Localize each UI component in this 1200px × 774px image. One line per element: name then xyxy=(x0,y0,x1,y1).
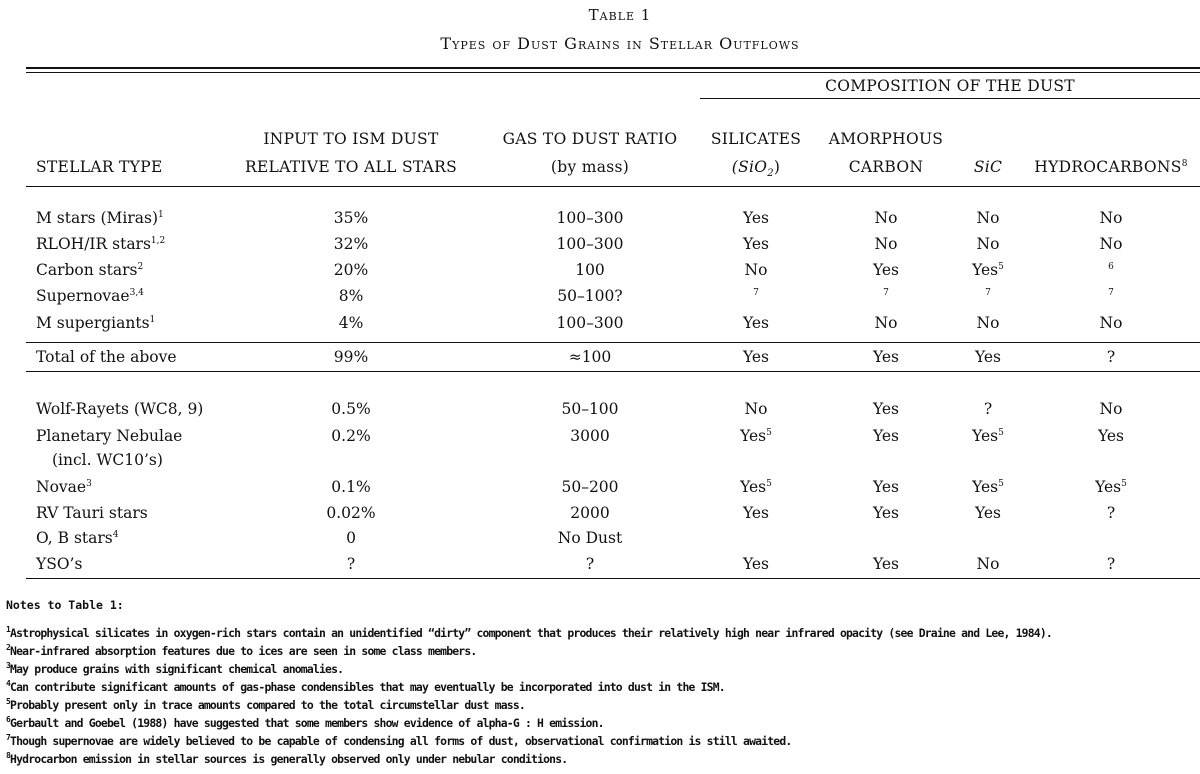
row-ratio-value: 50–200 xyxy=(561,478,619,496)
note-text: Can contribute significant amounts of gas-phase condensibles that may eventually be incorporated into dust in the ISM. xyxy=(10,680,725,694)
top-rule-2 xyxy=(26,72,1200,73)
row-sic xyxy=(958,555,1018,573)
row-hydrocarbons xyxy=(1022,504,1200,522)
row-stellar-type-value: Novae xyxy=(36,478,87,496)
row-sic xyxy=(958,235,1018,253)
row-stellar-type-line2: (incl. WC10’s) xyxy=(52,451,163,469)
row-stellar-type-value: YSO’s xyxy=(36,555,83,573)
row-silicates-note: 5 xyxy=(766,479,772,489)
row-carbon xyxy=(818,261,954,279)
row-silicates-value: Yes xyxy=(742,504,769,522)
row-carbon xyxy=(818,478,954,496)
row-input xyxy=(222,504,480,522)
row-ratio xyxy=(488,504,692,522)
note-number: 4 xyxy=(6,679,11,688)
note-item xyxy=(6,716,604,730)
table-title: Types of Dust Grains in Stellar Outflows xyxy=(440,34,800,53)
row-hydrocarbons xyxy=(1022,555,1200,573)
row-stellar-type-value: M stars (Miras) xyxy=(36,209,159,227)
row-stellar-type-note: 1 xyxy=(158,210,164,220)
row-input-value: 0 xyxy=(346,529,356,547)
row-carbon-value: No xyxy=(874,235,898,253)
row-sic xyxy=(958,314,1018,332)
row-stellar-type-value: Total of the above xyxy=(36,348,177,366)
silicates-formula-close: ) xyxy=(773,158,781,176)
row-hydrocarbons-note: 7 xyxy=(1108,288,1114,298)
row-carbon-value: No xyxy=(874,314,898,332)
row-input xyxy=(222,427,480,445)
row-carbon xyxy=(818,287,954,305)
row-ratio xyxy=(488,287,692,305)
row-sic-value: ? xyxy=(983,400,993,418)
row-hydrocarbons xyxy=(1022,348,1200,366)
row-silicates xyxy=(700,478,812,496)
header-silicates-line1: SILICATES xyxy=(710,130,802,148)
row-input xyxy=(222,400,480,418)
row-sic-note: 5 xyxy=(998,428,1004,438)
row-stellar-type xyxy=(36,427,226,445)
note-text: Near-infrared absorption features due to ices are seen in some class members. xyxy=(10,644,477,658)
row-carbon xyxy=(818,348,954,366)
note-text: Hydrocarbon emission in stellar sources is generally observed only under nebular conditions. xyxy=(10,752,568,766)
header-rule xyxy=(26,186,1200,187)
row-stellar-type-note: 3 xyxy=(86,479,92,489)
row-carbon xyxy=(818,314,954,332)
row-silicates xyxy=(700,427,812,445)
row-silicates xyxy=(700,504,812,522)
notes-title: Notes to Table 1: xyxy=(6,598,124,612)
row-ratio xyxy=(488,209,692,227)
row-hydrocarbons xyxy=(1022,427,1200,445)
row-ratio xyxy=(488,555,692,573)
row-stellar-type-value: O, B stars xyxy=(36,529,113,547)
header-hydrocarbons-label: HYDROCARBONS xyxy=(1034,158,1182,176)
row-stellar-type-value: Supernovae xyxy=(36,287,130,305)
row-sic xyxy=(958,478,1018,496)
row-silicates xyxy=(700,555,812,573)
row-sic-value: No xyxy=(976,555,1000,573)
row-input-value: 0.5% xyxy=(331,400,371,418)
row-stellar-type-value: M supergiants xyxy=(36,314,150,332)
row-input xyxy=(222,287,480,305)
row-ratio xyxy=(488,261,692,279)
row-hydrocarbons xyxy=(1022,261,1200,279)
row-sic-value: Yes xyxy=(972,478,999,496)
row-input xyxy=(222,555,480,573)
row-silicates-value: No xyxy=(744,261,768,279)
row-stellar-type xyxy=(36,209,226,227)
row-sic-value: No xyxy=(976,314,1000,332)
row-silicates xyxy=(700,287,812,305)
row-input-value: 99% xyxy=(333,348,369,366)
note-item xyxy=(6,662,343,676)
row-input-value: 0.2% xyxy=(331,427,371,445)
row-input xyxy=(222,235,480,253)
row-sic xyxy=(958,287,1018,305)
row-carbon xyxy=(818,209,954,227)
group-header-rule xyxy=(700,98,1200,99)
row-sic xyxy=(958,504,1018,522)
row-ratio-value: 50–100 xyxy=(561,400,619,418)
header-sic: SiC xyxy=(973,158,1003,176)
row-ratio-value: 100 xyxy=(575,261,605,279)
row-ratio-value: 100–300 xyxy=(556,314,624,332)
note-number: 8 xyxy=(6,751,11,760)
row-stellar-type-value: RLOH/IR stars xyxy=(36,235,151,253)
row-hydrocarbons xyxy=(1022,209,1200,227)
row-carbon-note: 7 xyxy=(883,288,889,298)
row-silicates-value: Yes xyxy=(742,209,769,227)
row-input-value: 0.1% xyxy=(331,478,371,496)
row-input-value: 32% xyxy=(333,235,369,253)
note-number: 6 xyxy=(6,715,11,724)
header-ratio-line2: (by mass) xyxy=(550,158,630,176)
header-ratio-line1: GAS TO DUST RATIO xyxy=(502,130,678,148)
row-silicates-value: Yes xyxy=(740,478,767,496)
total-rule-bottom xyxy=(26,371,1200,372)
row-sic-value: Yes xyxy=(974,348,1001,366)
note-item xyxy=(6,698,525,712)
row-sic-value: No xyxy=(976,209,1000,227)
row-input xyxy=(222,478,480,496)
row-silicates xyxy=(700,261,812,279)
row-hydrocarbons-value: No xyxy=(1099,209,1123,227)
row-hydrocarbons-value: ? xyxy=(1106,504,1116,522)
row-carbon-value: Yes xyxy=(872,348,899,366)
row-hydrocarbons-value: ? xyxy=(1106,348,1116,366)
row-carbon xyxy=(818,555,954,573)
row-hydrocarbons xyxy=(1022,400,1200,418)
row-sic-value: Yes xyxy=(972,261,999,279)
row-hydrocarbons-value: No xyxy=(1099,314,1123,332)
row-ratio-value: 3000 xyxy=(570,427,610,445)
row-input xyxy=(222,314,480,332)
row-input-value: 4% xyxy=(338,314,364,332)
row-ratio xyxy=(488,235,692,253)
note-item xyxy=(6,644,476,658)
row-silicates xyxy=(700,209,812,227)
row-hydrocarbons-value: No xyxy=(1099,400,1123,418)
row-stellar-type-value: Wolf-Rayets (WC8, 9) xyxy=(36,400,204,418)
row-sic-note: 5 xyxy=(998,262,1004,272)
row-input-value: 20% xyxy=(333,261,369,279)
row-stellar-type xyxy=(36,529,226,547)
row-carbon-value: Yes xyxy=(872,478,899,496)
table-label: Table 1 xyxy=(588,6,652,24)
header-input-line2: RELATIVE TO ALL STARS xyxy=(244,158,458,176)
row-ratio-value: No Dust xyxy=(557,529,623,547)
row-ratio-value: 2000 xyxy=(570,504,610,522)
row-stellar-type xyxy=(36,314,226,332)
silicates-formula: (SiO xyxy=(731,158,768,176)
row-ratio xyxy=(488,314,692,332)
row-stellar-type xyxy=(36,504,226,522)
row-stellar-type-note: 4 xyxy=(112,530,119,540)
row-carbon xyxy=(818,235,954,253)
row-sic xyxy=(958,209,1018,227)
row-sic xyxy=(958,400,1018,418)
top-rule-1 xyxy=(26,67,1200,69)
row-silicates-value: Yes xyxy=(742,348,769,366)
silicates-formula-sub: 2 xyxy=(767,168,774,180)
row-hydrocarbons-value: Yes xyxy=(1097,427,1124,445)
row-hydrocarbons xyxy=(1022,235,1200,253)
row-hydrocarbons-value: Yes xyxy=(1095,478,1122,496)
row-ratio-value: ≈100 xyxy=(568,348,612,366)
row-sic-note: 5 xyxy=(998,479,1004,489)
row-stellar-type-value: Planetary Nebulae xyxy=(36,427,183,445)
note-number: 7 xyxy=(6,733,11,742)
row-carbon xyxy=(818,504,954,522)
row-carbon xyxy=(818,427,954,445)
row-carbon-value: No xyxy=(874,209,898,227)
row-ratio-value: 100–300 xyxy=(556,235,624,253)
bottom-rule xyxy=(26,578,1200,579)
row-hydrocarbons xyxy=(1022,287,1200,305)
row-sic xyxy=(958,427,1018,445)
row-carbon-value: Yes xyxy=(872,504,899,522)
row-input-value: 35% xyxy=(333,209,369,227)
row-input xyxy=(222,529,480,547)
note-item xyxy=(6,680,725,694)
note-text: Astrophysical silicates in oxygen-rich stars contain an unidentified “dirty” component that produces their relatively high near infrared opacity (see Draine and Lee, 1984). xyxy=(10,626,1052,640)
row-silicates-value: Yes xyxy=(742,314,769,332)
note-text: May produce grains with significant chemical anomalies. xyxy=(10,662,344,676)
row-stellar-type-note: 1 xyxy=(149,315,156,325)
row-sic-value: Yes xyxy=(972,427,999,445)
row-input xyxy=(222,209,480,227)
header-hydrocarbons-note: 8 xyxy=(1181,159,1188,169)
row-carbon-value: Yes xyxy=(872,400,899,418)
row-hydrocarbons-value: No xyxy=(1099,235,1123,253)
row-input-value: 8% xyxy=(338,287,364,305)
row-input xyxy=(222,348,480,366)
row-stellar-type-note: 3,4 xyxy=(129,288,144,298)
total-rule-top xyxy=(26,342,1200,343)
row-silicates-note: 5 xyxy=(766,428,772,438)
row-sic-value: No xyxy=(976,235,1000,253)
row-stellar-type xyxy=(36,348,226,366)
row-silicates-note: 7 xyxy=(753,288,759,298)
row-silicates xyxy=(700,235,812,253)
row-silicates xyxy=(700,348,812,366)
note-text: Though supernovae are widely believed to be capable of condensing all forms of dust, observational confirmation is still awaited. xyxy=(10,734,792,748)
row-stellar-type xyxy=(36,400,226,418)
row-silicates xyxy=(700,314,812,332)
row-hydrocarbons xyxy=(1022,478,1200,496)
row-ratio xyxy=(488,427,692,445)
row-input-value: ? xyxy=(346,555,356,573)
note-text: Gerbault and Goebel (1988) have suggested that some members show evidence of alpha-G : H emission. xyxy=(10,716,604,730)
row-input-value: 0.02% xyxy=(326,504,376,522)
row-carbon xyxy=(818,400,954,418)
row-sic xyxy=(958,261,1018,279)
row-stellar-type xyxy=(36,478,226,496)
row-ratio xyxy=(488,348,692,366)
row-carbon-value: Yes xyxy=(872,427,899,445)
row-hydrocarbons xyxy=(1022,314,1200,332)
row-ratio-value: ? xyxy=(585,555,595,573)
row-silicates-value: Yes xyxy=(740,427,767,445)
row-ratio-value: 50–100? xyxy=(557,287,623,305)
note-item xyxy=(6,626,1052,640)
row-hydrocarbons-note: 6 xyxy=(1108,262,1114,272)
row-stellar-type xyxy=(36,555,226,573)
row-silicates xyxy=(700,400,812,418)
row-carbon-value: Yes xyxy=(872,261,899,279)
row-silicates-value: Yes xyxy=(742,235,769,253)
note-text: Probably present only in trace amounts compared to the total circumstellar dust mass. xyxy=(10,698,525,712)
header-hydrocarbons xyxy=(1022,158,1200,176)
row-sic xyxy=(958,348,1018,366)
row-hydrocarbons-note: 5 xyxy=(1121,479,1127,489)
row-silicates-value: Yes xyxy=(742,555,769,573)
note-number: 2 xyxy=(6,643,11,652)
row-stellar-type xyxy=(36,235,226,253)
row-stellar-type-value: RV Tauri stars xyxy=(36,504,148,522)
row-ratio xyxy=(488,529,692,547)
row-ratio xyxy=(488,400,692,418)
group-header: COMPOSITION OF THE DUST xyxy=(825,77,1075,95)
row-sic-value: Yes xyxy=(974,504,1001,522)
header-amorphous-line2: CARBON xyxy=(848,158,924,176)
row-stellar-type-note: 1,2 xyxy=(150,236,166,246)
row-carbon-value: Yes xyxy=(872,555,899,573)
row-input xyxy=(222,261,480,279)
row-stellar-type xyxy=(36,287,226,305)
row-ratio-value: 100–300 xyxy=(556,209,624,227)
header-amorphous-line1: AMORPHOUS xyxy=(828,130,944,148)
row-stellar-type-value: Carbon stars xyxy=(36,261,138,279)
row-stellar-type-note: 2 xyxy=(137,262,144,272)
row-ratio xyxy=(488,478,692,496)
note-item xyxy=(6,752,567,766)
row-sic-note: 7 xyxy=(985,288,991,298)
row-stellar-type xyxy=(36,261,226,279)
note-number: 1 xyxy=(6,625,11,634)
row-hydrocarbons-value: ? xyxy=(1106,555,1116,573)
header-input-line1: INPUT TO ISM DUST xyxy=(263,130,439,148)
note-item xyxy=(6,734,791,748)
row-silicates-value: No xyxy=(744,400,768,418)
header-stellar-type: STELLAR TYPE xyxy=(36,158,163,176)
header-silicates-line2 xyxy=(700,158,812,183)
note-number: 3 xyxy=(6,661,11,670)
note-number: 5 xyxy=(6,697,11,706)
